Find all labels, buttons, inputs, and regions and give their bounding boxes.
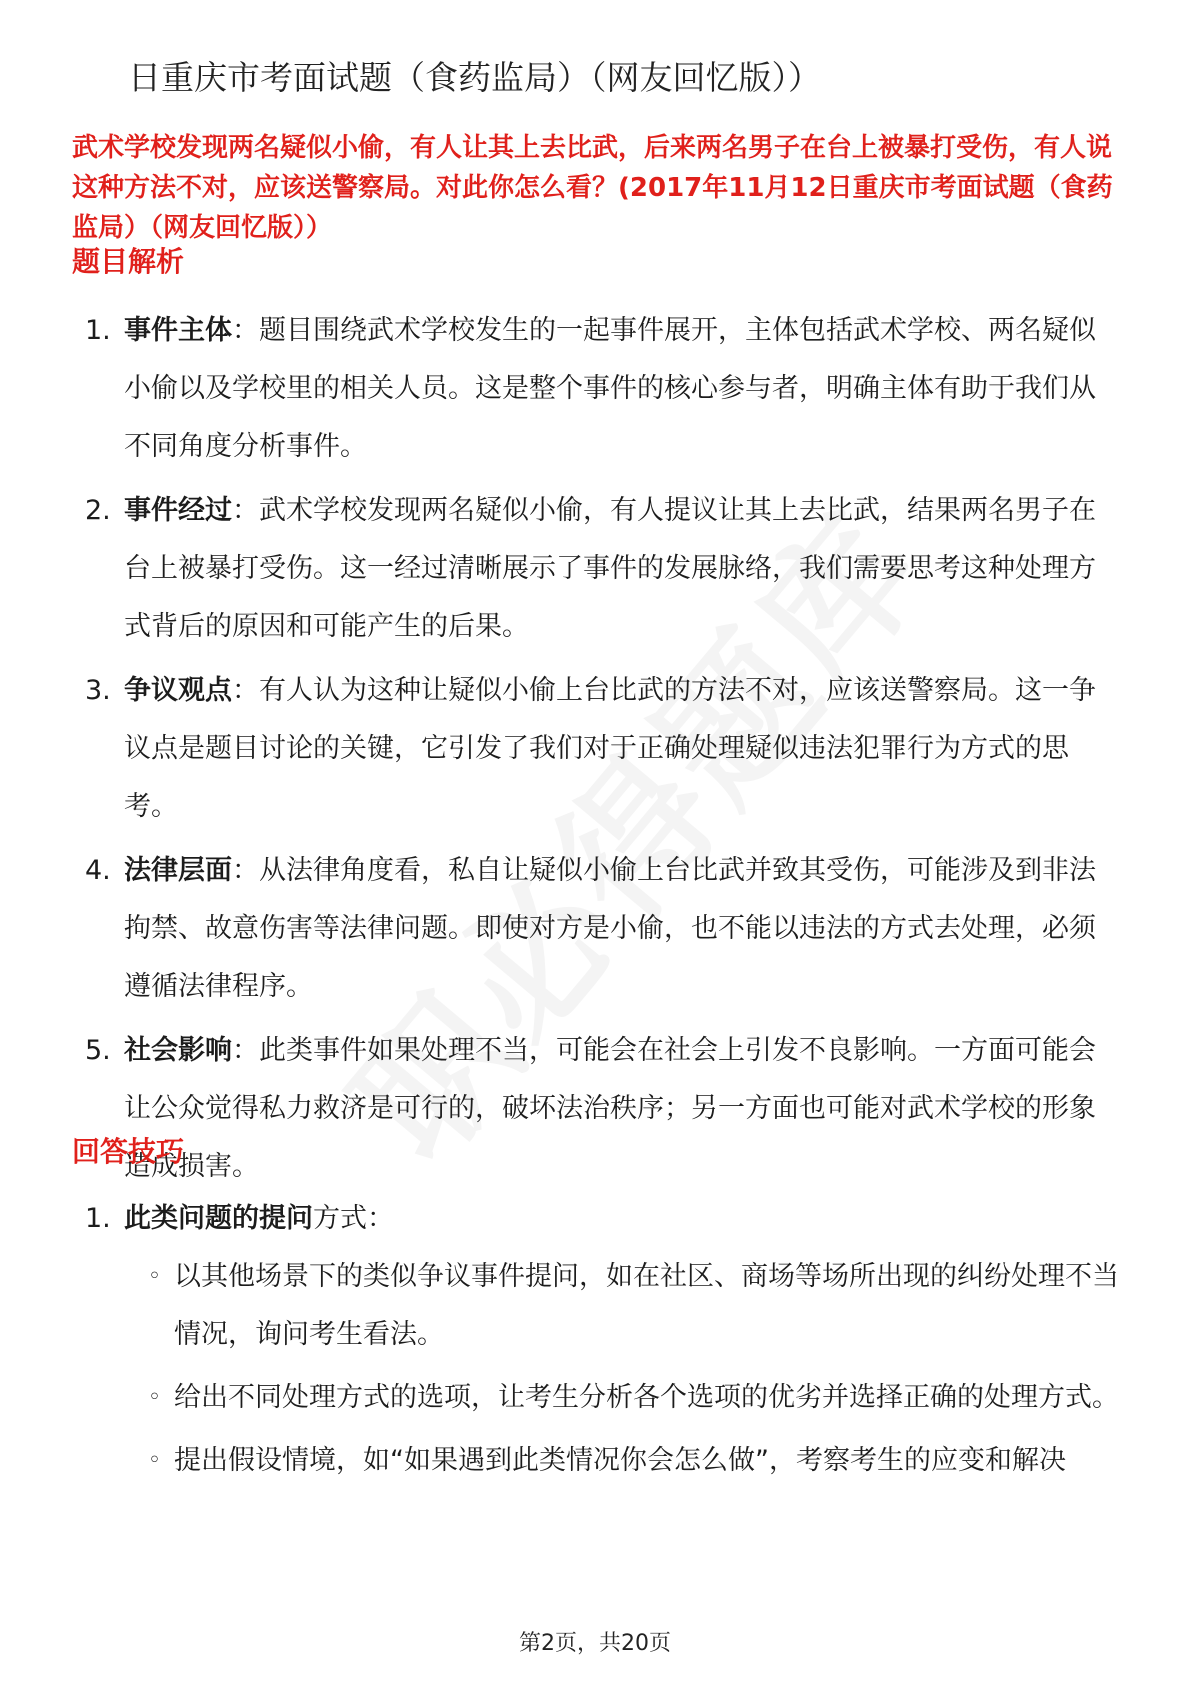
analysis-list [72, 302, 1122, 1202]
item-text: 从法律角度看，私自让疑似小偷上台比武并致其受伤，可能涉及到非法拘禁、故意伤害等法律问题。即使对方是小偷，也不能以违法的方式去处理，必须遵循法律程序。 [124, 855, 1096, 1002]
item-text: 武术学校发现两名疑似小偷，有人提议让其上去比武，结果两名男子在台上被暴打受伤。这一经过清晰展示了事件的发展脉络，我们需要思考这种处理方式背后的原因和可能产生的后果。 [124, 495, 1096, 642]
item-label-tail: 方式： [313, 1203, 394, 1234]
subitem-text: 提出假设情境，如“如果遇到此类情况你会怎么做”，考察考生的应变和解决 [174, 1445, 1066, 1476]
header-title: 日重庆市考面试题（食药监局）（网友回忆版）） [128, 58, 821, 97]
tips-section-title: 回答技巧 [72, 1135, 185, 1168]
analysis-item [72, 1022, 1122, 1196]
bullet-icon: ◦ [148, 1385, 161, 1410]
item-label: 社会影响 [124, 1035, 232, 1066]
item-text: 有人认为这种让疑似小偷上台比武的方法不对，应该送警察局。这一争议点是题目讨论的关键，它引发了我们对于正确处理疑似违法犯罪行为方式的思考。 [124, 675, 1096, 822]
bullet-icon: ◦ [148, 1448, 161, 1473]
item-number: 2. [85, 495, 111, 526]
item-separator: ： [232, 855, 259, 886]
question-text: 武术学校发现两名疑似小偷，有人让其上去比武，后来两名男子在台上被暴打受伤，有人说这种方法不对，应该送警察局。对此你怎么看？(2017年11月12日重庆市考面试题（食药监局）（网友回忆版）） [72, 133, 1113, 243]
bullet-icon: ◦ [148, 1264, 161, 1289]
item-number: 3. [85, 675, 111, 706]
tips-sublist [124, 1248, 1122, 1490]
item-separator: ： [232, 675, 259, 706]
item-text: 题目围绕武术学校发生的一起事件展开，主体包括武术学校、两名疑似小偷以及学校里的相关人员。这是整个事件的核心参与者，明确主体有助于我们从不同角度分析事件。 [124, 315, 1096, 462]
item-separator: ： [232, 495, 259, 526]
analysis-item [72, 482, 1122, 656]
item-label: 事件主体 [124, 315, 232, 346]
item-label: 争议观点 [124, 675, 232, 706]
analysis-item [72, 302, 1122, 476]
item-label: 法律层面 [124, 855, 232, 886]
analysis-item [72, 662, 1122, 836]
tips-item [72, 1190, 1122, 1490]
tips-subitem [124, 1432, 1122, 1490]
tips-subitem [124, 1248, 1122, 1364]
analysis-item [72, 842, 1122, 1016]
item-label: 此类问题的提问 [124, 1203, 313, 1234]
page-number: 第2页，共20页 [519, 1631, 671, 1656]
subitem-text: 给出不同处理方式的选项，让考生分析各个选项的优劣并选择正确的处理方式。 [174, 1382, 1119, 1413]
item-number: 1. [85, 1203, 111, 1234]
item-label: 事件经过 [124, 495, 232, 526]
tips-list [72, 1190, 1122, 1496]
analysis-section-title: 题目解析 [72, 245, 185, 278]
item-number: 5. [85, 1035, 111, 1066]
tips-subitem [124, 1369, 1122, 1427]
item-separator: ： [232, 1035, 259, 1066]
item-number: 4. [85, 855, 111, 886]
item-number: 1. [85, 315, 111, 346]
item-text: 此类事件如果处理不当，可能会在社会上引发不良影响。一方面可能会让公众觉得私力救济是可行的，破坏法治秩序；另一方面也可能对武术学校的形象造成损害。 [124, 1035, 1096, 1182]
subitem-text: 以其他场景下的类似争议事件提问，如在社区、商场等场所出现的纠纷处理不当情况，询问考生看法。 [174, 1261, 1119, 1350]
item-separator: ： [232, 315, 259, 346]
